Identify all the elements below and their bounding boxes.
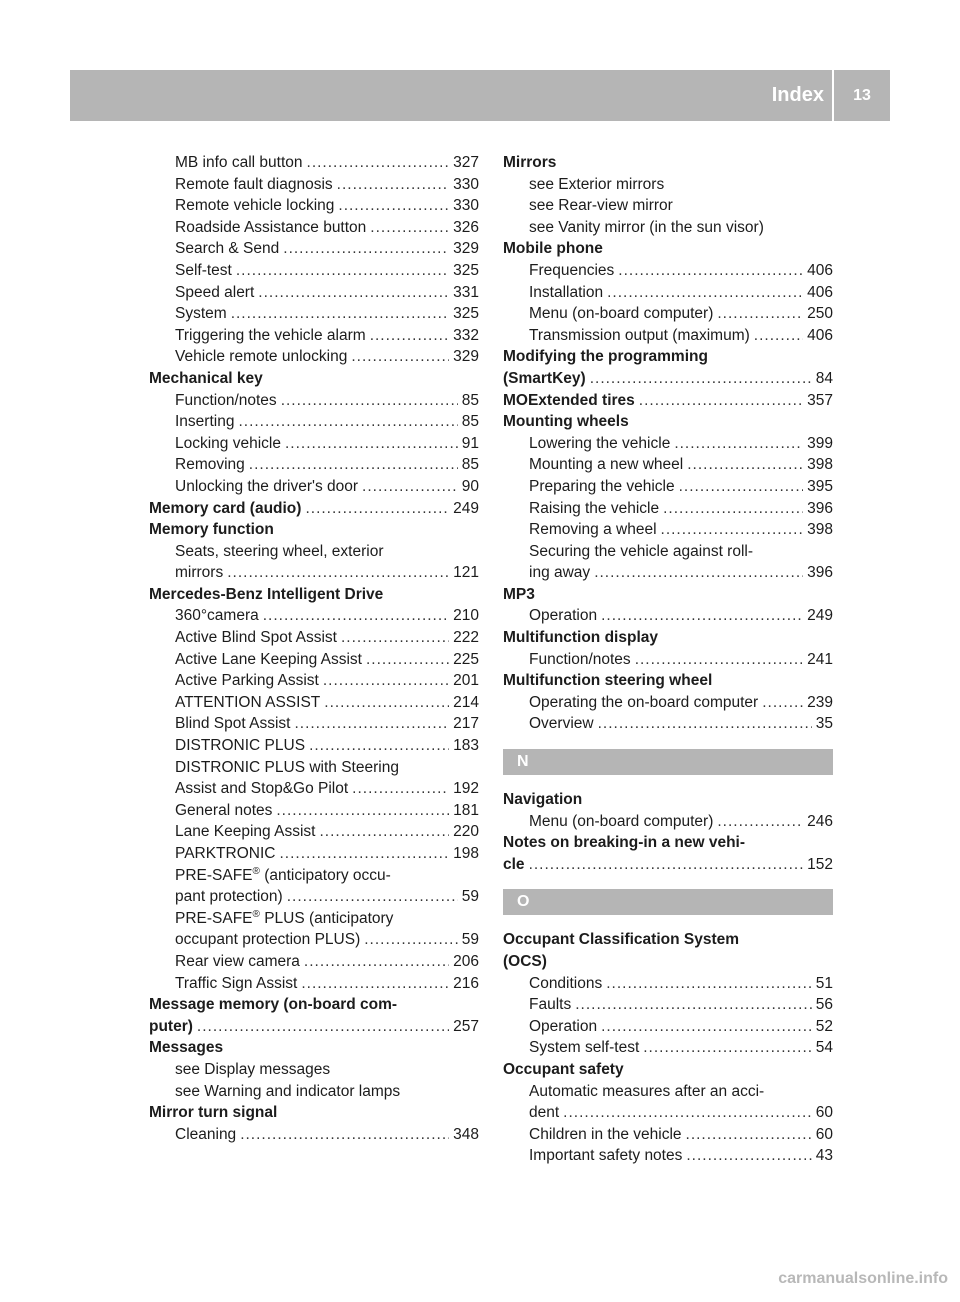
leader-dots [309,735,449,757]
leader-dots [598,713,812,735]
page-ref[interactable]: 246 [807,812,833,830]
leader-dots [305,498,449,520]
index-entry[interactable] [149,411,479,433]
index-heading: Occupant safety [503,1060,624,1078]
leader-dots [594,562,803,584]
entry-label: Blind Spot Assist [175,715,291,733]
index-entry[interactable] [149,195,479,217]
index-entry[interactable] [149,260,479,282]
page-ref[interactable]: 225 [453,650,479,668]
page-ref[interactable]: 51 [815,974,833,992]
page-ref[interactable]: 332 [453,326,479,344]
page-ref[interactable]: 241 [807,650,833,668]
index-entry[interactable] [503,454,833,476]
leader-dots [364,929,458,951]
entry-label: System self-test [529,1039,640,1057]
index-entry[interactable] [503,994,833,1016]
entry-label: cle [503,855,525,873]
page-ref[interactable]: 250 [807,305,833,323]
entry-label: Unlocking the driver's door [175,477,359,495]
entry-label: Removing [175,456,245,474]
entry-label: Remote fault diagnosis [175,175,333,193]
entry-label: Preparing the vehicle [529,477,675,495]
entry-label: Triggering the vehicle alarm [175,326,366,344]
watermark: carmanualsonline.info [778,1270,948,1287]
page-ref[interactable]: 326 [453,218,479,236]
registered-mark: ® [252,908,260,920]
entry-label: dent [529,1104,560,1122]
index-entry[interactable] [503,649,833,671]
index-entry[interactable] [503,519,833,541]
index-subentry-text [503,217,833,239]
index-entry[interactable] [503,1016,833,1038]
entry-label: Raising the vehicle [529,499,660,517]
page-ref[interactable]: 152 [807,855,833,873]
entry-label: Seats, steering wheel, exterior [175,542,384,560]
index-subentry-text [149,1059,479,1081]
index-entry[interactable] [149,217,479,239]
index-heading: Mounting wheels [503,413,629,431]
section-letter: N [503,749,833,775]
leader-dots [687,454,803,476]
index-heading: Modifying the programming [503,348,708,366]
index-entry[interactable] [503,498,833,520]
entry-label: System [175,305,227,323]
page-ref[interactable]: 329 [453,240,479,258]
page-ref[interactable]: 330 [453,197,479,215]
index-entry[interactable] [149,454,479,476]
index-subentry-text [149,865,479,887]
entry-label: ing away [529,564,591,582]
leader-dots [529,854,804,876]
page-ref[interactable]: 192 [453,780,479,798]
index-entry[interactable] [149,1124,479,1146]
leader-dots [366,649,449,671]
leader-dots [362,476,458,498]
index-heading: Message memory (on-board com- [149,996,398,1014]
page-ref[interactable]: 214 [453,693,479,711]
page-ref[interactable]: 325 [453,305,479,323]
index-subentry-text [503,174,833,196]
entry-label: Active Parking Assist [175,672,319,690]
entry-label-cont: (anticipatory occu- [259,866,391,884]
leader-dots [238,411,457,433]
index-entry[interactable] [149,843,479,865]
leader-dots [686,1145,811,1167]
index-entry[interactable] [149,951,479,973]
index-entry[interactable] [503,260,833,282]
entry-label: mirrors [175,564,224,582]
page-ref[interactable]: 35 [815,715,833,733]
leader-dots [285,433,458,455]
page-ref[interactable]: 43 [815,1147,833,1165]
leader-dots [323,670,449,692]
leader-dots [352,778,449,800]
entry-label: Remote vehicle locking [175,197,335,215]
leader-dots [663,498,803,520]
entry-label: Locking vehicle [175,434,281,452]
leader-dots [601,605,803,627]
leader-dots [661,519,804,541]
entry-label: Function/notes [529,650,631,668]
entry-label: pant protection) [175,888,283,906]
index-heading: Multifunction steering wheel [503,672,713,690]
index-heading: Mirrors [503,154,557,171]
leader-dots [601,1016,812,1038]
index-heading: Mercedes-Benz Intelligent Drive [149,585,384,603]
leader-dots [287,886,458,908]
page-ref[interactable]: 54 [815,1039,833,1057]
index-entry[interactable] [149,713,479,735]
entry-label: Frequencies [529,261,615,279]
index-heading: Memory function [149,521,274,539]
entry-label: Overview [529,715,594,733]
page-ref[interactable]: 59 [461,888,479,906]
page-ref[interactable]: 331 [453,283,479,301]
index-heading: Mirror turn signal [149,1104,278,1122]
index-entry[interactable] [149,886,479,908]
entry-label: Faults [529,996,572,1014]
index-entry[interactable] [503,303,833,325]
leader-dots [304,951,449,973]
index-entry[interactable] [149,605,479,627]
index-entry[interactable] [149,692,479,714]
leader-dots [679,476,804,498]
leader-dots [197,1016,449,1038]
index-subentry-text [149,1081,479,1103]
page-ref[interactable]: 399 [807,434,833,452]
entry-label: Speed alert [175,283,255,301]
page-ref[interactable]: 398 [807,456,833,474]
page-number: 13 [853,87,871,104]
page-ref[interactable]: 85 [461,391,479,409]
leader-dots [575,994,812,1016]
leader-dots [240,1124,449,1146]
index-entry[interactable] [503,713,833,735]
page-ref[interactable]: 181 [453,801,479,819]
leader-dots [370,325,449,347]
leader-dots [294,713,449,735]
entry-label: Important safety notes [529,1147,683,1165]
index-entry[interactable] [149,498,479,520]
entry-label: Inserting [175,413,235,431]
page-ref[interactable]: 396 [807,564,833,582]
entry-label: 360°camera [175,607,259,625]
leader-dots [351,346,449,368]
page-ref[interactable]: 329 [453,348,479,366]
leader-dots [337,174,449,196]
index-column-left [149,152,479,1145]
index-entry[interactable] [149,821,479,843]
entry-label: Lane Keeping Assist [175,823,316,841]
page-ref[interactable]: 216 [453,974,479,992]
page-ref[interactable]: 60 [815,1125,833,1143]
index-heading: Notes on breaking-in a new vehi- [503,834,746,852]
page-ref[interactable]: 222 [453,629,479,647]
page-title: Index [771,84,824,106]
entry-label: Memory card (audio) [149,499,302,517]
index-entry[interactable] [149,973,479,995]
index-entry[interactable] [503,562,833,584]
leader-dots [231,303,449,325]
leader-dots [258,282,449,304]
page-ref[interactable]: 348 [453,1125,479,1143]
page-ref[interactable]: 60 [815,1104,833,1122]
page-ref[interactable]: 198 [453,845,479,862]
index-entry[interactable] [149,476,479,498]
leader-dots [249,454,458,476]
page-ref[interactable]: 210 [453,607,479,625]
leader-dots [338,195,449,217]
index-subentry-text [503,541,833,563]
leader-dots [686,1124,812,1146]
index-entry[interactable] [503,368,833,390]
page-ref[interactable]: 91 [461,434,479,452]
index-entry[interactable] [149,238,479,260]
entry-label: Removing a wheel [529,521,657,539]
entry-label: Self-test [175,261,232,279]
leader-dots [639,390,803,412]
entry-label: Operating the on-board computer [529,693,759,711]
page-ref[interactable]: 217 [453,715,479,733]
leader-dots [281,390,458,412]
leader-dots [279,843,449,865]
index-entry[interactable] [149,929,479,951]
page-ref[interactable]: 84 [815,369,833,387]
leader-dots [754,325,803,347]
index-entry[interactable] [503,973,833,995]
index-subentry-text [149,757,479,779]
entry-label: see Exterior mirrors [529,175,665,193]
page-ref[interactable]: 220 [453,823,479,841]
page-ref[interactable]: 398 [807,521,833,539]
entry-label: DISTRONIC PLUS [175,737,306,755]
entry-label: ATTENTION ASSIST [175,693,321,711]
index-heading: Occupant Classification System [503,931,740,949]
entry-label: Children in the vehicle [529,1125,682,1143]
page-ref[interactable]: 249 [807,607,833,625]
index-entry[interactable] [149,649,479,671]
index-entry[interactable] [149,800,479,822]
entry-label: Operation [529,1017,598,1035]
page-ref[interactable]: 85 [461,456,479,474]
entry-label: Securing the vehicle against roll- [529,542,754,560]
page-ref[interactable]: 249 [453,499,479,517]
entry-label-cont: PLUS (anticipatory [259,909,394,927]
entry-label: Conditions [529,974,603,992]
page-ref[interactable]: 183 [453,737,479,755]
leader-dots [635,649,803,671]
page-ref[interactable]: 52 [815,1017,833,1035]
entry-label: DISTRONIC PLUS with Steering [175,758,399,776]
leader-dots [227,562,449,584]
index-subentry-text [149,541,479,563]
index-entry[interactable] [503,476,833,498]
leader-dots [618,260,803,282]
index-entry[interactable] [503,605,833,627]
index-heading: Navigation [503,791,583,809]
index-subentry-text [149,908,479,930]
entry-label: PARKTRONIC [175,845,276,862]
leader-dots [607,282,803,304]
index-entry[interactable] [503,811,833,833]
section-letter: O [503,889,833,915]
entry-label: Menu (on-board computer) [529,305,714,323]
index-entry[interactable] [503,854,833,876]
entry-label: see Display messages [175,1060,331,1078]
page-ref[interactable]: 239 [807,693,833,711]
leader-dots [717,811,803,833]
index-entry[interactable] [149,735,479,757]
entry-label: General notes [175,801,273,819]
page-ref[interactable]: 406 [807,326,833,344]
page-ref[interactable]: 406 [807,261,833,279]
page-ref[interactable]: 395 [807,477,833,495]
index-entry[interactable] [149,152,479,174]
index-heading: Messages [149,1039,224,1057]
leader-dots [236,260,449,282]
leader-dots [762,692,803,714]
entry-label: MOExtended tires [503,391,635,409]
entry-label: PRE-SAFE [175,909,253,927]
leader-dots [301,973,449,995]
leader-dots [324,692,449,714]
page-ref[interactable]: 406 [807,283,833,301]
index-heading: Mobile phone [503,240,603,258]
index-entry[interactable] [503,325,833,347]
index-entry[interactable] [149,778,479,800]
index-subentry-text [503,1081,833,1103]
page-ref[interactable]: 201 [453,672,479,690]
page-ref[interactable]: 56 [815,996,833,1014]
entry-label: Transmission output (maximum) [529,326,750,344]
entry-label: MB info call button [175,154,303,171]
leader-dots [643,1037,812,1059]
page-ref[interactable]: 330 [453,175,479,193]
index-entry[interactable] [503,1124,833,1146]
leader-dots [606,973,812,995]
index-heading: Multifunction display [503,629,658,647]
index-heading: Mechanical key [149,369,263,387]
entry-label: occupant protection PLUS) [175,931,361,949]
index-entry[interactable] [503,1145,833,1167]
leader-dots [307,152,450,174]
entry-label: puter) [149,1017,193,1035]
leader-dots [276,800,449,822]
entry-label: Roadside Assistance button [175,218,367,236]
index-column-right [503,152,833,1167]
entry-label: Assist and Stop&Go Pilot [175,780,349,798]
index-entry[interactable] [149,670,479,692]
page-ref[interactable]: 121 [453,564,479,582]
index-entry[interactable] [149,325,479,347]
entry-label: Lowering the vehicle [529,434,671,452]
entry-label: Mounting a new wheel [529,456,684,474]
entry-label: Automatic measures after an acci- [529,1082,765,1100]
entry-label: Active Lane Keeping Assist [175,650,362,668]
index-entry[interactable] [149,562,479,584]
index-entry[interactable] [149,282,479,304]
entry-label: see Vanity mirror (in the sun visor) [529,218,764,236]
index-subentry-text [503,195,833,217]
entry-label: Menu (on-board computer) [529,812,714,830]
index-entry[interactable] [503,390,833,412]
entry-label: Operation [529,607,598,625]
index-entry[interactable] [503,282,833,304]
index-entry[interactable] [503,1102,833,1124]
index-entry[interactable] [149,174,479,196]
registered-mark: ® [252,865,260,877]
index-entry[interactable] [503,433,833,455]
leader-dots [590,368,812,390]
page-ref[interactable]: 327 [453,154,479,171]
page-ref[interactable]: 90 [461,477,479,495]
entry-label: Function/notes [175,391,277,409]
index-heading: MP3 [503,585,535,603]
leader-dots [370,217,449,239]
page-ref[interactable]: 59 [461,931,479,949]
index-entry[interactable] [149,390,479,412]
page-ref[interactable]: 357 [807,391,833,409]
leader-dots [263,605,449,627]
page-ref[interactable]: 325 [453,261,479,279]
entry-label: (SmartKey) [503,369,586,387]
leader-dots [674,433,803,455]
index-entry[interactable] [149,627,479,649]
entry-label: see Rear-view mirror [529,197,673,215]
entry-label: Search & Send [175,240,280,258]
entry-label: Active Blind Spot Assist [175,629,337,647]
index-entry[interactable] [503,692,833,714]
page-ref[interactable]: 85 [461,413,479,431]
entry-label: Vehicle remote unlocking [175,348,348,366]
leader-dots [319,821,449,843]
entry-label: Traffic Sign Assist [175,974,298,992]
entry-label: PRE-SAFE [175,866,253,884]
page-ref[interactable]: 396 [807,499,833,517]
index-entry[interactable] [149,346,479,368]
page-ref[interactable]: 206 [453,952,479,970]
index-entry[interactable] [149,433,479,455]
entry-label: Cleaning [175,1125,237,1143]
page-ref[interactable]: 257 [453,1017,479,1035]
entry-label: see Warning and indicator lamps [175,1082,401,1100]
leader-dots [283,238,449,260]
leader-dots [341,627,449,649]
index-heading: (OCS) [503,953,547,970]
leader-dots [717,303,803,325]
entry-label: Rear view camera [175,952,300,970]
index-entry[interactable] [149,1016,479,1038]
index-entry[interactable] [149,303,479,325]
index-entry[interactable] [503,1037,833,1059]
entry-label: Installation [529,283,604,301]
leader-dots [563,1102,812,1124]
